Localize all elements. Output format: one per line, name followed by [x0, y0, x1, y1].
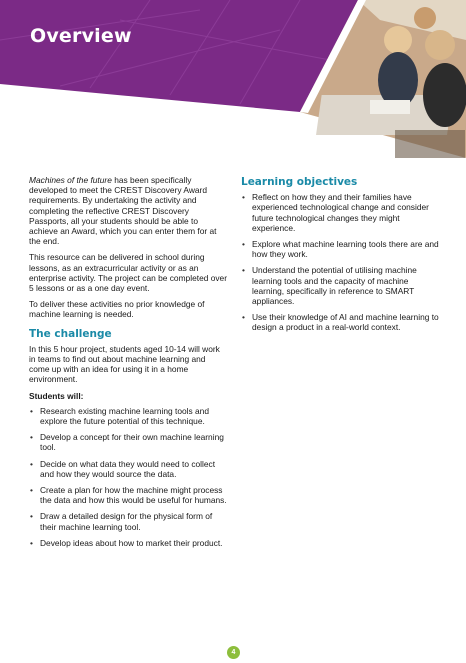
- list-item: • Reflect on how they and their families have experienced technological change and consider future technological changes they might experience.: [241, 192, 441, 233]
- page-title: Overview: [30, 25, 132, 47]
- intro-italic-title: Machines of the future: [29, 175, 112, 185]
- objectives-heading: Learning objectives: [241, 176, 358, 188]
- student-head: [384, 26, 412, 54]
- students-list: [29, 406, 227, 548]
- list-item: • Develop ideas about how to market their product.: [29, 538, 227, 548]
- list-item: • Decide on what data they would need to collect and how they would source the data.: [29, 459, 227, 479]
- intro-paragraph-1-text: has been specifically developed to meet the CREST Discovery Award requirements. By undertaking the activity and completing the reflective CREST Discovery Passports, all your students should be able to achieve an Award, which you can enter them for at the end.: [29, 175, 217, 247]
- page-number-badge: 4: [227, 646, 240, 659]
- header-banner: [0, 0, 466, 160]
- list-item: • Use their knowledge of AI and machine learning to design a product in a real-world context.: [241, 312, 441, 332]
- intro-paragraph-3: To deliver these activities no prior knowledge of machine learning is needed.: [29, 299, 205, 320]
- paper-sheet: [370, 100, 410, 114]
- left-column: [29, 175, 227, 554]
- list-item: • Understand the potential of utilising machine learning tools and the capacity of machine learning, specifically in reference to SMART appliances.: [241, 265, 441, 306]
- students-label: Students will:: [29, 390, 84, 401]
- list-item: • Develop a concept for their own machine learning tool.: [29, 432, 227, 452]
- intro-paragraph-2: This resource can be delivered in school during lessons, as an extracurricular activity or as an enterprise activity. The project can be completed over 5 lessons or as a one day event.: [29, 252, 227, 294]
- list-item: • Research existing machine learning tools and explore the future potential of this technique.: [29, 406, 227, 426]
- objectives-list: [241, 192, 441, 332]
- header-graphic: [0, 0, 466, 160]
- student-body: [378, 52, 418, 108]
- challenge-body: In this 5 hour project, students aged 10-14 will work in teams to find out about machine learning and come up with an idea for using it in a home environment.: [29, 343, 220, 385]
- list-item: • Create a plan for how the machine might process the data and how this would be useful for humans.: [29, 485, 227, 505]
- challenge-heading: The challenge: [29, 327, 112, 340]
- list-item: • Explore what machine learning tools there are and how they work.: [241, 239, 441, 259]
- list-item: • Draw a detailed design for the physical form of their machine learning tool.: [29, 511, 227, 531]
- right-column: [241, 175, 441, 339]
- intro-paragraph-1: [29, 175, 227, 246]
